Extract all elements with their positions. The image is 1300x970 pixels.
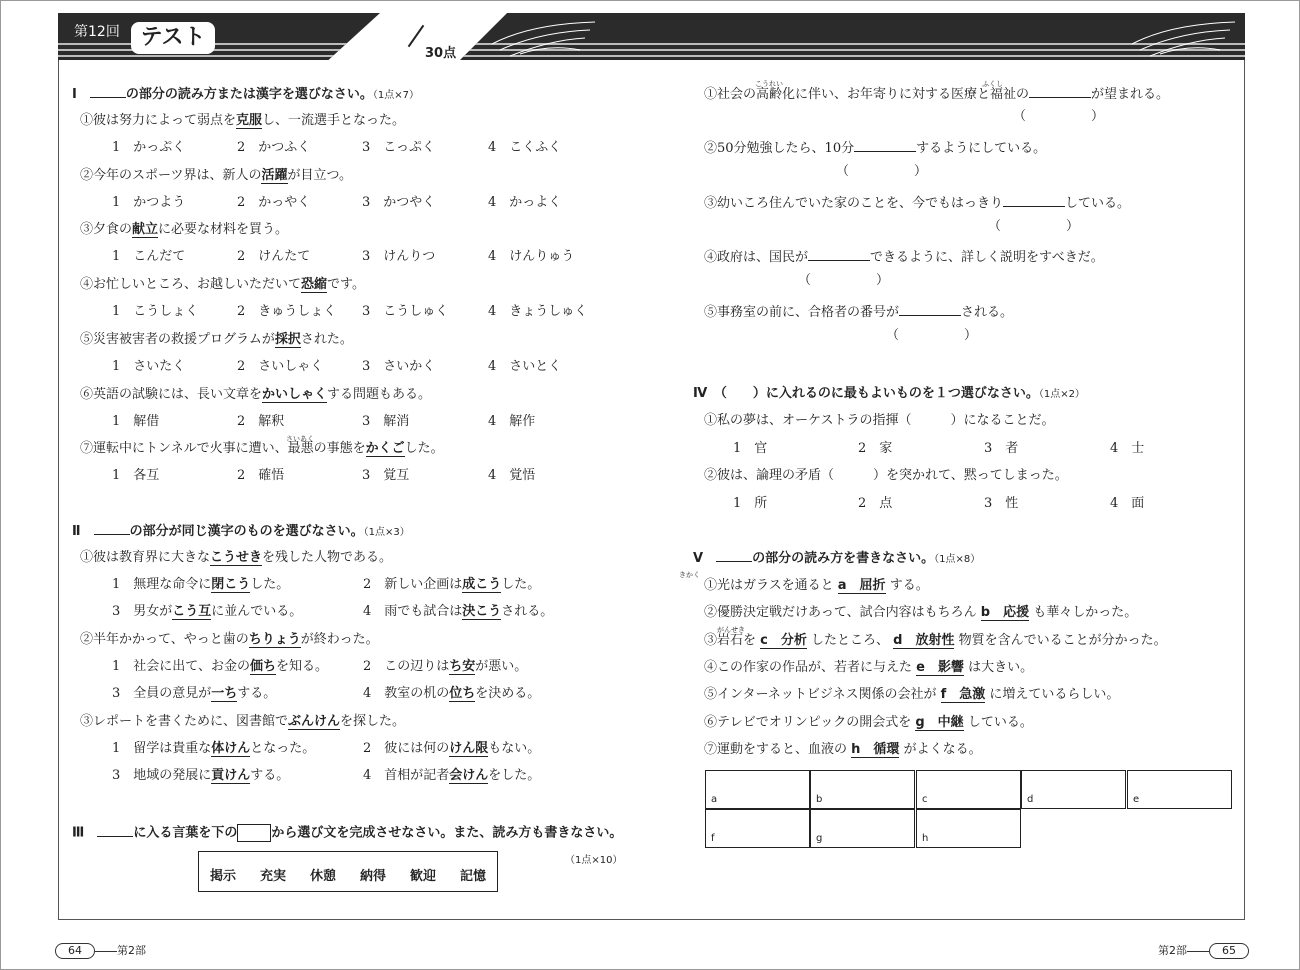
round-number: 第12回	[74, 24, 120, 40]
target-word: ぶんけん	[288, 714, 341, 729]
word-bank-item: 掲示	[210, 869, 237, 884]
choice-option[interactable]: 1 さいたく	[112, 359, 186, 374]
answer-cell[interactable]: e	[1127, 770, 1232, 809]
choice-option[interactable]	[363, 741, 540, 757]
choice-text: が悪い。	[475, 659, 528, 674]
question-text: した。	[404, 441, 444, 456]
target-word: f 急激	[940, 687, 986, 702]
section4-question-1: ①私の夢は、オーケストラの指揮（ ）になることだ。	[704, 413, 1055, 428]
ruby-text: きかく	[679, 571, 700, 579]
answer-cell[interactable]: c	[916, 770, 1021, 809]
question-text: ⑦運動をすると、血液の	[704, 742, 848, 757]
choice-option[interactable]: 3 けんりつ	[362, 249, 436, 264]
question-text: ②今年のスポーツ界は、新人の	[80, 168, 262, 183]
choice-text: に並んでいる。	[211, 604, 303, 619]
section5-question-3	[704, 633, 1167, 649]
section1-question-1	[80, 113, 405, 129]
target-word: 貢けん	[211, 768, 251, 783]
target-word: c 分析	[760, 633, 807, 648]
answer-paren: （ ）	[886, 328, 978, 343]
choice-option[interactable]: 2 解釈	[237, 414, 285, 429]
section2-question-3	[80, 714, 405, 730]
choice-text: 4 教室の机の	[363, 686, 450, 701]
question-text: ③夕食の	[80, 222, 133, 237]
question-text: ⑤インターネットビジネス関係の会社が	[704, 687, 937, 702]
choice-text: 3 全員の意見が	[112, 686, 212, 701]
answer-cell[interactable]: b	[810, 770, 915, 809]
question-text: がよくなる。	[903, 742, 982, 757]
choice-option[interactable]: 1 かっぷく	[112, 140, 186, 155]
choice-option[interactable]: 4 解作	[488, 414, 536, 429]
section1-question-6	[80, 387, 431, 403]
question-text: です。	[327, 277, 365, 292]
choice-option[interactable]: 4 けんりゅう	[488, 249, 575, 264]
target-word: 会けん	[449, 768, 489, 783]
choice-option[interactable]: 2 かっやく	[237, 195, 311, 210]
choice-option[interactable]	[363, 659, 527, 675]
answer-paren: （ ）	[988, 219, 1080, 234]
choice-option[interactable]: 1 各互	[112, 468, 160, 483]
section5-question-5	[704, 687, 1119, 703]
target-word: 決こう	[462, 604, 502, 619]
target-word: 体けん	[211, 741, 251, 756]
choice-text: した。	[501, 577, 541, 592]
choice-text: 4 首相が記者	[363, 768, 450, 783]
question-text: は大きい。	[968, 660, 1034, 675]
choice-option[interactable]: 3 覚互	[362, 468, 410, 483]
question-text: する問題もある。	[327, 387, 432, 402]
question-text: 物質を含んでいることが分かった。	[958, 633, 1167, 648]
question-text: ④この作家の作品が、若者に与えた	[704, 660, 913, 675]
ruby-text: ふくし	[982, 80, 1003, 88]
section5-heading: Ⅴ の部分の読み方を書きなさい。（1点×8）	[693, 551, 981, 566]
question-text: に増えているらしい。	[989, 687, 1120, 702]
choice-option[interactable]: 1 かつよう	[112, 195, 186, 210]
choice-option[interactable]: 4 覚悟	[488, 468, 536, 483]
choice-option[interactable]: 1 所	[733, 496, 768, 511]
word-bank-item: 納得	[360, 869, 387, 884]
section2-question-2	[80, 632, 379, 648]
target-word: 閉こう	[211, 577, 251, 592]
choice-option[interactable]: 3 かつやく	[362, 195, 436, 210]
section1-question-4	[80, 277, 365, 293]
choice-option[interactable]	[112, 604, 302, 620]
choice-text: 2 彼には何の	[363, 741, 450, 756]
target-word: 採択	[274, 332, 301, 347]
section2-question-1	[80, 550, 392, 566]
section1-question-3	[80, 222, 288, 238]
swoosh-decoration-left	[490, 14, 600, 58]
panel-border-right	[1244, 60, 1245, 920]
section3-question-1: ①社会の高齢化に伴い、お年寄りに対する医療と福祉の が望まれる。	[704, 87, 1170, 102]
target-word: ちりょう	[248, 632, 301, 647]
section5-question-6	[704, 715, 1033, 731]
choice-text: 2 この辺りは	[363, 659, 450, 674]
choice-option[interactable]: 2 きゅうしょく	[237, 304, 337, 319]
target-word: d 放射性	[893, 633, 955, 648]
choice-text: 2 新しい企画は	[363, 577, 463, 592]
question-text: ⑤災害被害者の救援プログラムが	[80, 332, 275, 347]
question-text: する。	[889, 578, 929, 593]
answer-cell[interactable]: f	[705, 809, 810, 848]
choice-text: を知る。	[276, 659, 329, 674]
choice-option[interactable]: 4 きょうしゅく	[488, 304, 588, 319]
ruby-text: さいあく	[286, 435, 314, 443]
target-word: 恐縮	[301, 277, 328, 292]
choice-option[interactable]	[112, 577, 289, 593]
choice-option[interactable]: 1 解借	[112, 414, 160, 429]
choice-text: をした。	[488, 768, 541, 783]
choice-option[interactable]: 4 さいとく	[488, 359, 562, 374]
choice-option[interactable]: 3 解消	[362, 414, 410, 429]
question-text: ②優勝決定戦だけあって、試合内容はもちろん	[704, 605, 977, 620]
target-word: 成こう	[462, 577, 502, 592]
choice-option[interactable]: 3 者	[984, 441, 1019, 456]
section1-heading: Ⅰ の部分の読み方または漢字を選びなさい。（1点×7）	[72, 87, 419, 102]
choice-option[interactable]	[363, 577, 540, 593]
target-word: 位ち	[449, 686, 476, 701]
target-word: h 循環	[851, 742, 900, 757]
target-word: ち安	[449, 659, 476, 674]
word-bank-item: 休憩	[310, 869, 337, 884]
choice-text: 3 地域の発展に	[112, 768, 212, 783]
question-text: したところ、	[811, 633, 890, 648]
question-text: し、一流選手となった。	[262, 113, 406, 128]
ruby-text: こうれい	[755, 80, 783, 88]
choice-option[interactable]: 2 さいしゃく	[237, 359, 324, 374]
word-bank-item: 記憶	[460, 869, 487, 884]
question-text: ④お忙しいところ、お越しいただいて	[80, 277, 302, 292]
answer-cell[interactable]: a	[705, 770, 810, 809]
swoosh-decoration-right	[1130, 14, 1240, 58]
choice-text: 4 雨でも試合は	[363, 604, 463, 619]
choice-option[interactable]	[112, 686, 276, 702]
section5-question-7	[704, 742, 982, 758]
question-text: ③レポートを書くために、図書館で	[80, 714, 289, 729]
choice-option[interactable]: 2 かつふく	[237, 140, 311, 155]
choice-option[interactable]: 3 さいかく	[362, 359, 436, 374]
target-word: かくご	[365, 441, 405, 456]
footer-left	[55, 942, 146, 959]
choice-option[interactable]: 4 こくふく	[488, 140, 562, 155]
part-label-right: 第2部	[1158, 944, 1187, 957]
target-word: 活躍	[261, 168, 288, 183]
choice-text: となった。	[250, 741, 316, 756]
footer-right	[1158, 942, 1249, 959]
target-word: g 中継	[915, 715, 964, 730]
choice-option[interactable]: 1 官	[733, 441, 768, 456]
section3-question-5: ⑤事務室の前に、合格者の番号が される。	[704, 305, 1014, 320]
target-word: 献立	[132, 222, 159, 237]
choice-text: もない。	[488, 741, 541, 756]
question-text: が終わった。	[300, 632, 379, 647]
choice-option[interactable]	[112, 768, 289, 784]
section3-question-2: ②50分勉強したら、10分 するようにしている。	[704, 141, 1047, 156]
answer-cell[interactable]: d	[1021, 770, 1126, 809]
choice-option[interactable]	[363, 604, 553, 620]
page-number-right: 65	[1209, 943, 1249, 959]
section1-question-2	[80, 168, 352, 184]
question-text: ①光はガラスを通ると	[704, 578, 834, 593]
panel-border-bottom	[58, 919, 1245, 920]
choice-option[interactable]: 1 こんだて	[112, 249, 186, 264]
section4-question-2: ②彼は、論理の矛盾（ ）を突かれて、黙ってしまった。	[704, 468, 1068, 483]
target-word: こう互	[172, 604, 212, 619]
answer-paren: （ ）	[798, 273, 890, 288]
question-text: された。	[300, 332, 353, 347]
section1-question-7	[80, 441, 444, 457]
choice-text: した。	[250, 577, 290, 592]
section3-question-3: ③幼いころ住んでいた家のことを、今でもはっきり している。	[704, 196, 1131, 211]
choice-text: する。	[250, 768, 290, 783]
section2-heading: Ⅱ の部分が同じ漢字のものを選びなさい。（1点×3）	[72, 524, 410, 539]
question-text: ⑥英語の試験には、長い文章を	[80, 387, 263, 402]
answer-paren: （ ）	[836, 164, 928, 179]
section5-question-2	[704, 605, 1137, 621]
choice-text: する。	[237, 686, 277, 701]
section5-question-4	[704, 660, 1033, 676]
choice-option[interactable]: 3 こっぷく	[362, 140, 436, 155]
score-total: 30点	[425, 46, 457, 61]
target-word: 一ち	[211, 686, 238, 701]
target-word: 克服	[236, 113, 263, 128]
test-title: テスト	[131, 22, 215, 54]
answer-cell[interactable]: h	[916, 809, 1021, 848]
question-text: を探した。	[340, 714, 406, 729]
section3-heading: Ⅲ に入る言葉を下の から選び文を完成させなさい。また、読み方も書きなさい。	[72, 825, 623, 841]
inline-word-box	[237, 824, 271, 842]
part-label-left: 第2部	[117, 944, 146, 957]
choice-text: 1 無理な命令に	[112, 577, 212, 592]
target-word: e 影響	[916, 660, 964, 675]
panel-border-left	[58, 60, 59, 920]
target-word: こうせき	[210, 550, 263, 565]
target-word: かいしゃく	[262, 387, 328, 402]
choice-option[interactable]: 3 こうしゅく	[362, 304, 449, 319]
question-text: ⑦運転中にトンネルで火事に遭い、最悪の事態を	[80, 441, 366, 456]
section3-question-4: ④政府は、国民が できるように、詳しく説明をすべきだ。	[704, 250, 1104, 265]
choice-text: 1 留学は貴重な	[112, 741, 212, 756]
choice-option[interactable]: 3 性	[984, 496, 1019, 511]
question-text: ⑥テレビでオリンピックの開会式を	[704, 715, 912, 730]
question-text: も華々しかった。	[1033, 605, 1138, 620]
choice-text: を決める。	[475, 686, 541, 701]
choice-option[interactable]: 4 面	[1110, 496, 1145, 511]
answer-paren: （ ）	[1013, 109, 1105, 124]
question-text: ②半年かかって、やっと歯の	[80, 632, 249, 647]
question-text: に必要な材料を買う。	[158, 222, 289, 237]
answer-cell[interactable]: g	[810, 809, 915, 848]
choice-option[interactable]: 2 家	[858, 441, 893, 456]
question-text: を残した人物である。	[262, 550, 393, 565]
choice-option[interactable]	[363, 686, 540, 702]
page-number-left: 64	[55, 943, 95, 959]
target-word: b 応援	[980, 605, 1030, 620]
ruby-text: がんせき	[717, 626, 745, 634]
choice-option[interactable]: 2 点	[858, 496, 893, 511]
section1-question-5	[80, 332, 353, 348]
choice-option[interactable]	[112, 741, 315, 757]
choice-text: 1 社会に出て、お金の	[112, 659, 251, 674]
choice-option[interactable]: 2 確悟	[237, 468, 285, 483]
word-bank-box	[198, 851, 498, 892]
section3-points: （1点×10）	[565, 855, 623, 866]
choice-text: 3 男女が	[112, 604, 173, 619]
question-text: している。	[967, 715, 1033, 730]
choice-option[interactable]	[363, 768, 540, 784]
choice-option[interactable]: 4 かっよく	[488, 195, 562, 210]
choice-option[interactable]: 1 こうしょく	[112, 304, 199, 319]
question-text: が目立つ。	[287, 168, 352, 183]
question-text: ①彼は努力によって弱点を	[80, 113, 237, 128]
section5-question-1	[704, 578, 929, 594]
question-text: ①彼は教育界に大きな	[80, 550, 211, 565]
choice-option[interactable]: 4 士	[1110, 441, 1145, 456]
choice-text: される。	[501, 604, 554, 619]
target-word: 価ち	[250, 659, 277, 674]
target-word: けん限	[449, 741, 489, 756]
word-bank-item: 充実	[260, 869, 287, 884]
section4-heading: Ⅳ （ ）に入れるのに最もよいものを１つ選びなさい。（1点×2）	[693, 386, 1085, 401]
choice-option[interactable]	[112, 659, 328, 675]
target-word: a 屈折	[837, 578, 886, 593]
question-text: ③岩石を	[704, 633, 757, 648]
word-bank-item: 歓迎	[410, 869, 437, 884]
choice-option[interactable]: 2 けんたて	[237, 249, 311, 264]
